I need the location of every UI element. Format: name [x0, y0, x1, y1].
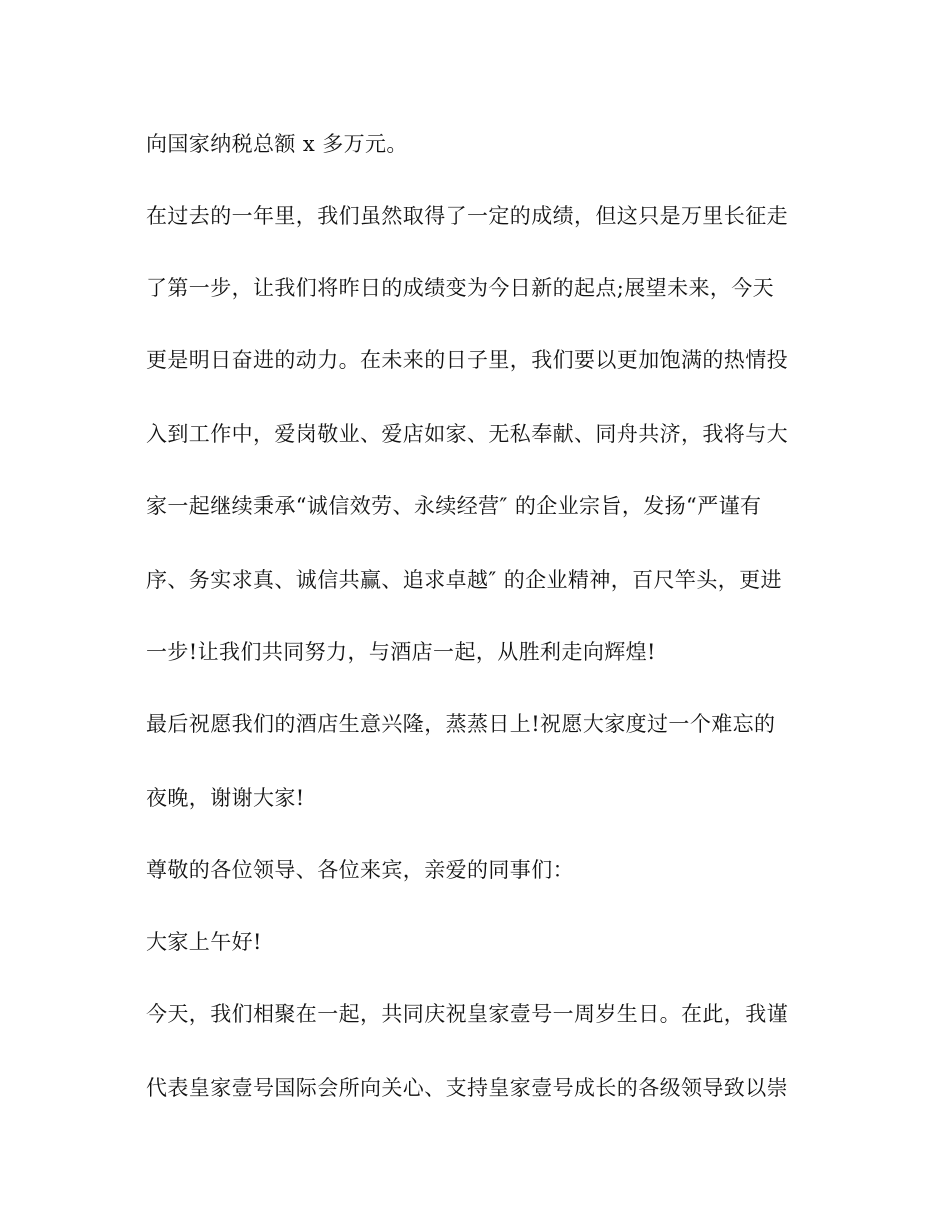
- text-line: 入到工作中，爱岗敬业、爱店如家、无私奉献、同舟共济，我将与大: [146, 422, 788, 446]
- text-line: 一步!让我们共同努力，与酒店一起，从胜利走向辉煌!: [146, 640, 656, 664]
- text-line: 最后祝愿我们的酒店生意兴隆，蒸蒸日上!祝愿大家度过一个难忘的: [146, 712, 776, 736]
- text-line: 了第一步，让我们将昨日的成绩变为今日新的起点;展望未来，今天: [146, 276, 775, 300]
- text-line: 今天，我们相聚在一起，共同庆祝皇家壹号一周岁生日。在此，我谨: [146, 1002, 788, 1026]
- text-line: 夜晚，谢谢大家!: [146, 786, 305, 810]
- text-line: 代表皇家壹号国际会所向关心、支持皇家壹号成长的各级领导致以崇: [146, 1076, 788, 1100]
- text-line: 尊敬的各位领导、各位来宾，亲爱的同事们：: [146, 858, 574, 882]
- text-line: 在过去的一年里，我们虽然取得了一定的成绩，但这只是万里长征走: [146, 204, 788, 228]
- text-line: 向国家纳税总额 x 多万元。: [146, 132, 408, 156]
- text-line: 更是明日奋进的动力。在未来的日子里，我们要以更加饱满的热情投: [146, 348, 788, 372]
- text-line: 家一起继续秉承“诚信效劳、永续经营″ 的企业宗旨，发扬“严谨有: [146, 494, 762, 518]
- text-line: 大家上午好!: [146, 930, 262, 954]
- text-line: 序、务实求真、诚信共赢、追求卓越″ 的企业精神，百尺竿头，更进: [146, 568, 782, 592]
